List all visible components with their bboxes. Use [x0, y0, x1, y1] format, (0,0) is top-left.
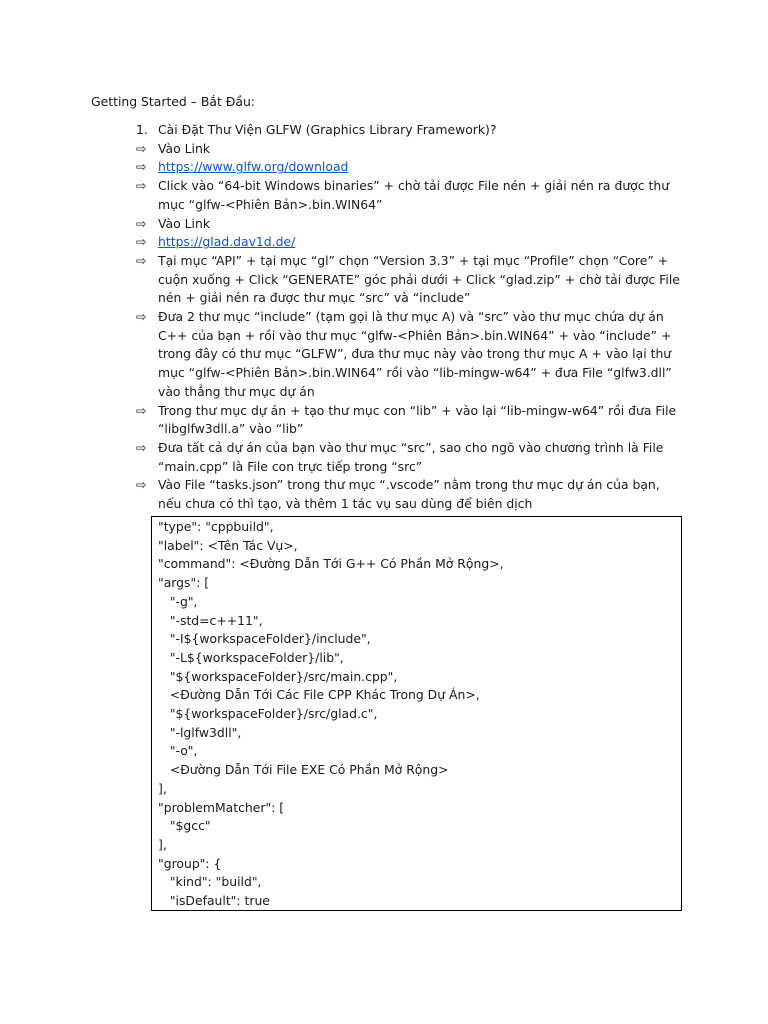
arrow-icon: ⇨ [136, 477, 147, 493]
code-line: "problemMatcher": [ [158, 799, 285, 815]
arrow-icon: ⇨ [136, 140, 147, 156]
page-heading: Getting Started – Bắt Đầu: [91, 94, 255, 109]
list-item [136, 215, 684, 234]
list-item [136, 233, 684, 252]
code-line: "-o", [158, 743, 198, 759]
code-block [151, 516, 682, 911]
list-item [136, 402, 684, 439]
arrow-icon: ⇨ [136, 439, 147, 455]
number-marker: 1. [136, 122, 148, 137]
list-item [136, 308, 684, 402]
code-line: "isDefault": true [158, 893, 270, 909]
code-line: "kind": "build", [158, 874, 262, 890]
instruction-list [136, 121, 684, 514]
arrow-icon: ⇨ [136, 178, 147, 194]
code-line: "-L${workspaceFolder}/lib", [158, 649, 344, 665]
list-item [136, 177, 684, 214]
list-item-text: Đưa tất cả dự án của bạn vào thư mục “src”, sao cho ngõ vào chương trình là File “main.cpp” là File con trực tiếp trong “src” [158, 439, 664, 474]
list-item-text: Tại mục “API” + tại mục “gl” chọn “Version 3.3” + tại mục “Profile” chọn “Core” + cuộn xuống + Click “GENERATE” góc phải dưới + Click “glad.zip” + chờ tải được File nén + giải nén ra được thư mục “src” và “include” [158, 252, 680, 306]
arrow-icon: ⇨ [136, 309, 147, 325]
arrow-icon: ⇨ [136, 234, 147, 250]
code-line: "label": <Tên Tác Vụ>, [158, 537, 298, 553]
code-line: "${workspaceFolder}/src/glad.c", [158, 706, 378, 722]
arrow-icon: ⇨ [136, 159, 147, 175]
code-line: ], [158, 780, 167, 796]
code-line: <Đường Dẫn Tới File EXE Có Phần Mở Rộng> [158, 762, 449, 778]
arrow-icon: ⇨ [136, 402, 147, 418]
list-item-text: Vào Link [158, 140, 211, 156]
glad-link[interactable]: https://glad.dav1d.de/ [158, 234, 296, 250]
code-line: "-I${workspaceFolder}/include", [158, 631, 371, 647]
list-item [136, 252, 684, 308]
code-line: "group": { [158, 855, 222, 871]
code-line: ], [158, 836, 167, 852]
list-item [136, 140, 684, 159]
code-line: "-g", [158, 593, 198, 609]
list-item-text: Đưa 2 thư mục “include” (tạm gọi là thư mục A) và “src” vào thư mục chứa dự án C++ của bạn + rồi vào thư mục “glfw-<Phiên Bản>.bin.WIN64” + vào “include” + trong đây có thư mục “GLFW”, đưa thư mục này vào trong thư mục A + vào lại thư mục “glfw-<Phiên Bản>.bin.WIN64” rồi vào “lib-mingw-w64” + đưa File “glfw3.dll” vào thẳng thư mục dự án [158, 309, 672, 399]
list-item-text: Vào Link [158, 215, 211, 231]
list-item [136, 476, 684, 513]
list-item-text: Trong thư mục dự án + tạo thư mục con “lib” + vào lại “lib-mingw-w64” rồi đưa File “libglfw3dll.a” vào “lib” [158, 402, 677, 437]
code-line: "command": <Đường Dẫn Tới G++ Có Phần Mở Rộng>, [158, 556, 504, 572]
code-line: "-std=c++11", [158, 612, 263, 628]
code-line: <Đường Dẫn Tới Các File CPP Khác Trong Dự Án>, [158, 687, 480, 703]
list-item-text: Click vào “64-bit Windows binaries” + chờ tải được File nén + giải nén ra được thư mục “glfw-<Phiên Bản>.bin.WIN64” [158, 178, 670, 212]
code-line: "${workspaceFolder}/src/main.cpp", [158, 668, 398, 684]
list-item-text: Vào File “tasks.json” trong thư mục “.vscode” nằm trong thư mục dự án của bạn, nếu chưa có thì tạo, và thêm 1 tác vụ sau dùng để biên dịch [158, 477, 660, 512]
code-line: "args": [ [158, 575, 210, 591]
code-line: "type": "cppbuild", [158, 519, 274, 534]
list-item [136, 439, 684, 476]
code-line: "-lglfw3dll", [158, 724, 242, 740]
list-item-text: Cài Đặt Thư Viện GLFW (Graphics Library Framework)? [158, 122, 497, 137]
glfw-download-link[interactable]: https://www.glfw.org/download [158, 159, 349, 175]
arrow-icon: ⇨ [136, 252, 147, 268]
list-item [136, 158, 684, 177]
code-line: "$gcc" [158, 818, 211, 834]
list-item [136, 121, 684, 140]
arrow-icon: ⇨ [136, 215, 147, 231]
